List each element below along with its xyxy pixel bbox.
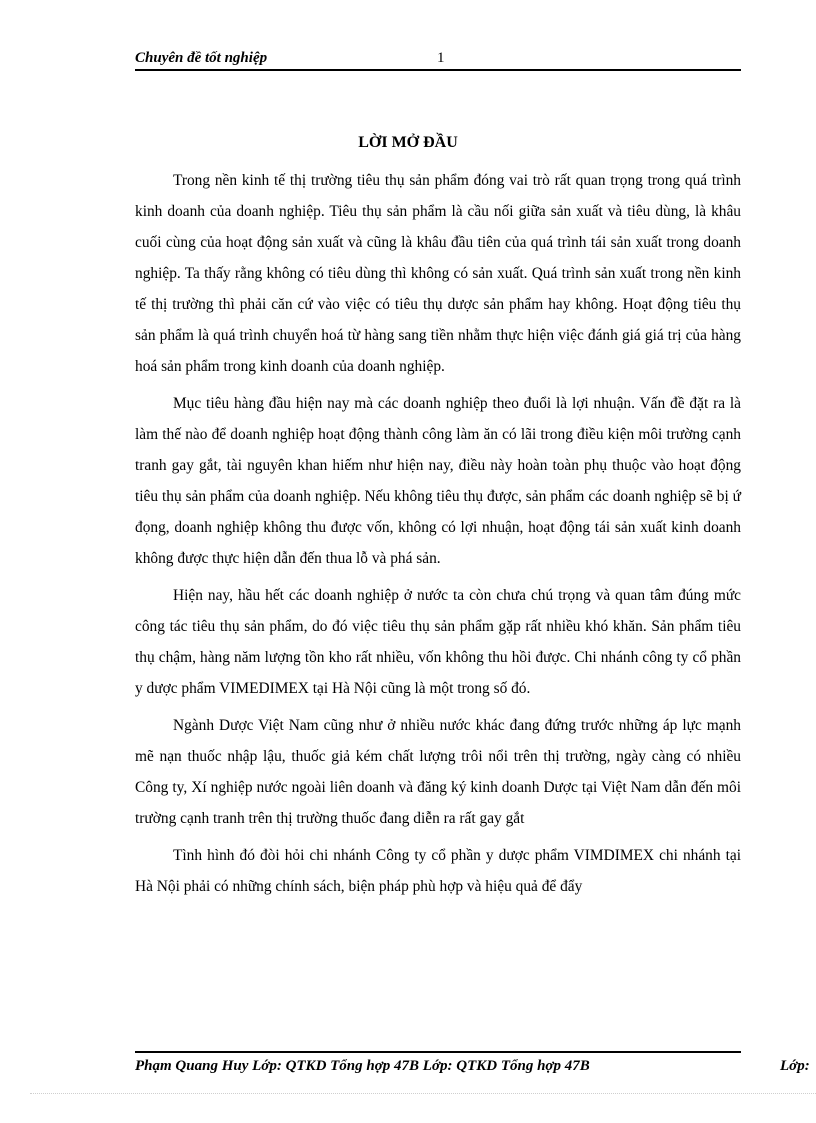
paragraph: Tình hình đó đòi hỏi chi nhánh Công ty cổ phần y dược phẩm VIMDIMEX chi nhánh tại Hà Nội phải có những chính sách, biện pháp phù hợp và hiệu quả để đẩy xyxy=(135,847,741,895)
page-bottom-dotted-line xyxy=(30,1093,816,1094)
footer-author-class: Phạm Quang Huy Lớp: QTKD Tổng hợp 47B Lớp: QTKD Tổng hợp 47B xyxy=(135,1058,590,1074)
paragraph: Trong nền kinh tế thị trường tiêu thụ sản phẩm đóng vai trò rất quan trọng trong quá trình kinh doanh của doanh nghiệp. Tiêu thụ sản phẩm là cầu nối giữa sản xuất và tiêu dùng, là khâu cuối cùng của hoạt động sản xuất và cũng là khâu đầu tiên của quá trình tái sản xuất trong doanh nghiệp. Ta thấy rằng không có tiêu dùng thì không có sản xuất. Quá trình sản xuất trong nền kinh tế thị trường thì phải căn cứ vào việc có tiêu thụ dược sản phẩm hay không. Hoạt động tiêu thụ sản phẩm là quá trình chuyển hoá từ hàng sang tiền nhằm thực hiện việc đánh giá giá trị của hàng hoá sản phẩm trong kinh doanh của doanh nghiệp. xyxy=(135,172,741,375)
section-title: LỜI MỞ ĐẦU xyxy=(358,134,458,151)
paragraph: Hiện nay, hầu hết các doanh nghiệp ở nước ta còn chưa chú trọng và quan tâm đúng mức công tác tiêu thụ sản phẩm, do đó việc tiêu thụ sản phẩm gặp rất nhiều khó khăn. Sản phẩm tiêu thụ chậm, hàng năm lượng tồn kho rất nhiều, vốn không thu hồi được. Chi nhánh công ty cổ phần y dược phẩm VIMEDIMEX tại Hà Nội cũng là một trong số đó. xyxy=(135,587,741,697)
footer-divider xyxy=(135,1051,741,1053)
body-text xyxy=(135,165,741,908)
paragraph: Mục tiêu hàng đầu hiện nay mà các doanh nghiệp theo đuổi là lợi nhuận. Vấn đề đặt ra là làm thế nào để doanh nghiệp hoạt động thành công làm ăn có lãi trong điều kiện môi trường cạnh tranh gay gắt, tài nguyên khan hiếm như hiện nay, điều này hoàn toàn phụ thuộc vào hoạt động tiêu thụ sản phẩm của doanh nghiệp. Nếu không tiêu thụ được, sản phẩm các doanh nghiệp sẽ bị ứ đọng, doanh nghiệp không thu được vốn, không có lợi nhuận, hoạt động tái sản xuất kinh doanh không được thực hiện dẫn đến thua lỗ và phá sản. xyxy=(135,395,741,567)
paragraph: Ngành Dược Việt Nam cũng như ở nhiều nước khác đang đứng trước những áp lực mạnh mẽ nạn thuốc nhập lậu, thuốc giả kém chất lượng trôi nổi trên thị trường, ngày càng có nhiều Công ty, Xí nghiệp nước ngoài liên doanh và đăng ký kinh doanh Dược tại Việt Nam dẫn đến môi trường cạnh tranh trên thị trường thuốc đang diễn ra rất gay gắt xyxy=(135,717,741,827)
document-type-label: Chuyên đề tốt nghiệp xyxy=(135,50,268,66)
footer-class-label: Lớp: xyxy=(780,1058,810,1074)
page-header xyxy=(135,47,741,71)
page-number: 1 xyxy=(437,50,445,66)
